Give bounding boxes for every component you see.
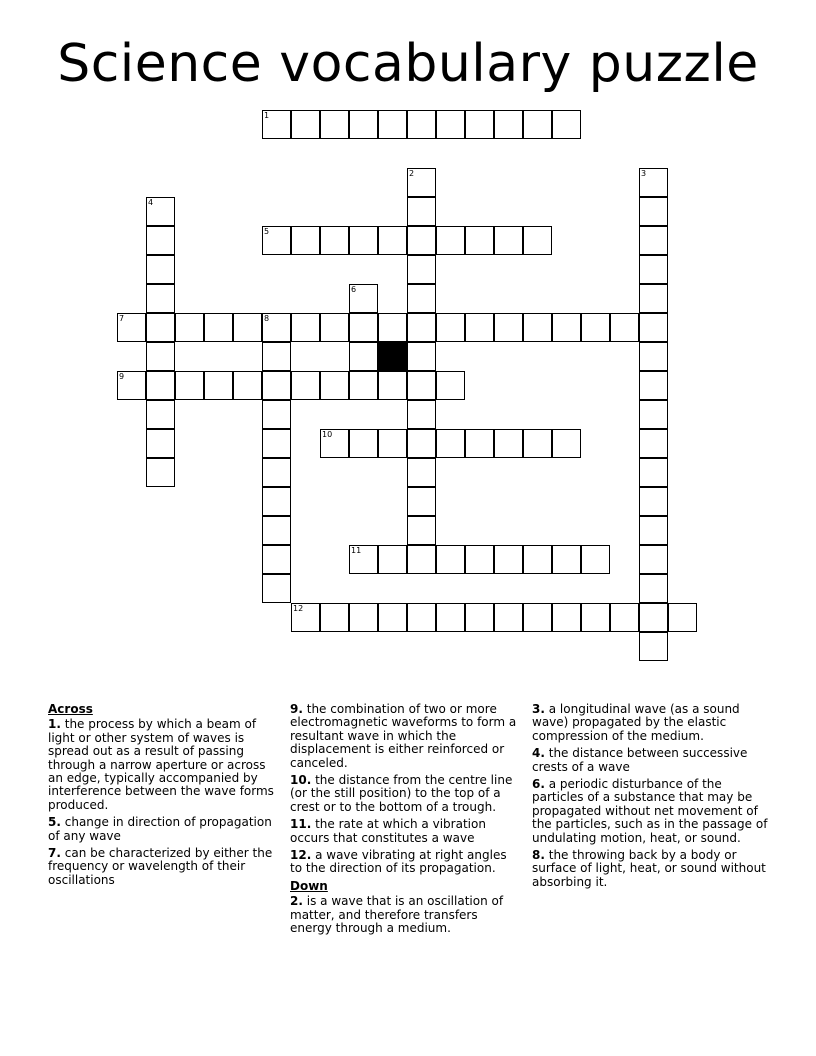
clue-number: 5 [264, 227, 270, 236]
clue-down-3: 3. a longitudinal wave (as a sound wave) propagated by the elastic compression of the medium. [532, 702, 740, 743]
grid-cell[interactable] [320, 371, 349, 400]
grid-cell[interactable] [639, 255, 668, 284]
grid-cell[interactable] [523, 603, 552, 632]
grid-cell[interactable] [291, 371, 320, 400]
grid-cell[interactable] [639, 342, 668, 371]
grid-cell[interactable] [378, 545, 407, 574]
grid-cell[interactable] [407, 110, 436, 139]
clue-across-7: 7. can be characterized by either the frequency or wavelength of their oscillations [48, 846, 273, 887]
grid-cell[interactable] [146, 226, 175, 255]
grid-block [378, 342, 407, 371]
grid-cell[interactable] [378, 429, 407, 458]
clue-number: 7 [119, 314, 125, 323]
grid-cell[interactable] [610, 313, 639, 342]
grid-cell[interactable] [407, 516, 436, 545]
grid-cell[interactable] [262, 110, 291, 139]
grid-cell[interactable] [494, 110, 523, 139]
grid-cell[interactable] [523, 226, 552, 255]
grid-cell[interactable] [494, 545, 523, 574]
grid-cell[interactable] [639, 313, 668, 342]
grid-cell[interactable] [407, 342, 436, 371]
clue-number: 10 [322, 430, 333, 439]
grid-cell[interactable] [581, 313, 610, 342]
grid-cell[interactable] [436, 603, 465, 632]
grid-cell[interactable] [204, 371, 233, 400]
grid-cell[interactable] [146, 197, 175, 226]
grid-cell[interactable] [494, 313, 523, 342]
grid-cell[interactable] [668, 603, 697, 632]
grid-cell[interactable] [262, 313, 291, 342]
grid-cell[interactable] [349, 226, 378, 255]
grid-cell[interactable] [175, 371, 204, 400]
grid-cell[interactable] [117, 371, 146, 400]
grid-cell[interactable] [262, 400, 291, 429]
grid-cell[interactable] [349, 110, 378, 139]
grid-cell[interactable] [378, 603, 407, 632]
grid-cell[interactable] [262, 545, 291, 574]
grid-cell[interactable] [407, 458, 436, 487]
grid-cell[interactable] [465, 226, 494, 255]
clue-down-6: 6. a periodic disturbance of the particles of a substance that may be propagated without net movement of the particles, such as in the passage of undulating motion, heat, or sound. [532, 777, 768, 845]
grid-cell[interactable] [233, 371, 262, 400]
grid-cell[interactable] [320, 313, 349, 342]
grid-cell[interactable] [407, 400, 436, 429]
grid-cell[interactable] [436, 371, 465, 400]
grid-cell[interactable] [146, 429, 175, 458]
clue-number: 4 [148, 198, 154, 207]
clue-number: 3 [641, 169, 647, 178]
grid-cell[interactable] [320, 110, 349, 139]
clue-number: 1 [264, 111, 270, 120]
grid-cell[interactable] [639, 632, 668, 661]
grid-cell[interactable] [639, 603, 668, 632]
grid-cell[interactable] [639, 429, 668, 458]
grid-cell[interactable] [436, 110, 465, 139]
grid-cell[interactable] [349, 429, 378, 458]
grid-cell[interactable] [581, 545, 610, 574]
puzzle-title: Science vocabulary puzzle [57, 34, 759, 94]
grid-cell[interactable] [581, 603, 610, 632]
down-heading: Down [290, 878, 328, 893]
grid-cell[interactable] [639, 226, 668, 255]
clue-across-5: 5. change in direction of propagation of any wave [48, 815, 272, 843]
grid-cell[interactable] [639, 574, 668, 603]
grid-cell[interactable] [523, 429, 552, 458]
grid-cell[interactable] [262, 342, 291, 371]
grid-cell[interactable] [639, 545, 668, 574]
grid-cell[interactable] [494, 429, 523, 458]
grid-cell[interactable] [349, 603, 378, 632]
grid-cell[interactable] [436, 226, 465, 255]
grid-cell[interactable] [117, 313, 146, 342]
grid-cell[interactable] [378, 313, 407, 342]
across-heading: Across [48, 702, 93, 716]
grid-cell[interactable] [262, 516, 291, 545]
grid-cell[interactable] [465, 429, 494, 458]
clue-number: 8 [264, 314, 270, 323]
grid-cell[interactable] [639, 487, 668, 516]
grid-cell[interactable] [291, 226, 320, 255]
grid-cell[interactable] [639, 400, 668, 429]
grid-cell[interactable] [378, 226, 407, 255]
clues-column-2 [290, 703, 522, 940]
grid-cell[interactable] [552, 110, 581, 139]
grid-cell[interactable] [146, 400, 175, 429]
grid-cell[interactable] [639, 284, 668, 313]
grid-cell[interactable] [407, 255, 436, 284]
grid-cell[interactable] [407, 545, 436, 574]
grid-cell[interactable] [436, 313, 465, 342]
grid-cell[interactable] [407, 226, 436, 255]
grid-cell[interactable] [378, 110, 407, 139]
clue-across-10: 10. the distance from the centre line (or the still position) to the top of a crest or to the bottom of a trough. [290, 773, 513, 814]
clue-down-2: 2. is a wave that is an oscillation of matter, and therefore transfers energy through a medium. [290, 894, 504, 936]
clue-across-1: 1. the process by which a beam of light or other system of waves is spread out as a result of passing through a narrow aperture or across an edge, typically accompanied by interference between the wave forms produced. [48, 717, 274, 812]
grid-cell[interactable] [262, 429, 291, 458]
clue-across-12: 12. a wave vibrating at right angles to the direction of its propagation. [290, 848, 507, 876]
grid-cell[interactable] [465, 545, 494, 574]
grid-cell[interactable] [552, 429, 581, 458]
grid-cell[interactable] [146, 255, 175, 284]
clue-number: 2 [409, 169, 415, 178]
grid-cell[interactable] [349, 342, 378, 371]
grid-cell[interactable] [523, 313, 552, 342]
grid-cell[interactable] [262, 371, 291, 400]
grid-cell[interactable] [146, 458, 175, 487]
grid-cell[interactable] [291, 110, 320, 139]
grid-cell[interactable] [494, 226, 523, 255]
grid-cell[interactable] [262, 487, 291, 516]
grid-cell[interactable] [639, 371, 668, 400]
grid-cell[interactable] [204, 313, 233, 342]
grid-cell[interactable] [639, 516, 668, 545]
grid-cell[interactable] [175, 313, 204, 342]
grid-cell[interactable] [407, 429, 436, 458]
grid-cell[interactable] [639, 197, 668, 226]
clues-column-3 [532, 703, 772, 893]
grid-cell[interactable] [146, 313, 175, 342]
grid-cell[interactable] [407, 284, 436, 313]
grid-cell[interactable] [262, 226, 291, 255]
grid-cell[interactable] [146, 371, 175, 400]
clue-number: 12 [293, 604, 304, 613]
grid-cell[interactable] [465, 110, 494, 139]
grid-cell[interactable] [233, 313, 262, 342]
grid-cell[interactable] [320, 603, 349, 632]
clue-number: 11 [351, 546, 362, 555]
clue-across-9: 9. the combination of two or more electromagnetic waveforms to form a resultant wave in which the displacement is either reinforced or canceled. [290, 702, 517, 770]
grid-cell[interactable] [291, 603, 320, 632]
clue-number: 9 [119, 372, 125, 381]
grid-cell[interactable] [291, 313, 320, 342]
grid-cell[interactable] [552, 603, 581, 632]
grid-cell[interactable] [262, 574, 291, 603]
grid-cell[interactable] [407, 168, 436, 197]
grid-cell[interactable] [407, 603, 436, 632]
grid-cell[interactable] [436, 429, 465, 458]
grid-cell[interactable] [378, 371, 407, 400]
grid-cell[interactable] [349, 313, 378, 342]
grid-cell[interactable] [552, 313, 581, 342]
grid-cell[interactable] [407, 487, 436, 516]
grid-cell[interactable] [349, 371, 378, 400]
grid-cell[interactable] [146, 342, 175, 371]
grid-cell[interactable] [610, 603, 639, 632]
clue-down-8: 8. the throwing back by a body or surface of light, heat, or sound without absorbing it. [532, 848, 766, 889]
grid-cell[interactable] [320, 429, 349, 458]
grid-cell[interactable] [552, 545, 581, 574]
grid-cell[interactable] [146, 284, 175, 313]
grid-cell[interactable] [639, 458, 668, 487]
clue-number: 6 [351, 285, 357, 294]
grid-cell[interactable] [494, 603, 523, 632]
grid-cell[interactable] [407, 197, 436, 226]
grid-cell[interactable] [523, 110, 552, 139]
clue-down-4: 4. the distance between successive crests of a wave [532, 746, 748, 774]
grid-cell[interactable] [262, 458, 291, 487]
grid-cell[interactable] [465, 603, 494, 632]
clues-column-1 [48, 703, 280, 891]
grid-cell[interactable] [523, 545, 552, 574]
grid-cell[interactable] [349, 545, 378, 574]
grid-cell[interactable] [349, 284, 378, 313]
grid-cell[interactable] [465, 313, 494, 342]
grid-cell[interactable] [320, 226, 349, 255]
grid-cell[interactable] [407, 371, 436, 400]
grid-cell[interactable] [436, 545, 465, 574]
clue-across-11: 11. the rate at which a vibration occurs that constitutes a wave [290, 817, 486, 845]
grid-cell[interactable] [407, 313, 436, 342]
grid-cell[interactable] [639, 168, 668, 197]
